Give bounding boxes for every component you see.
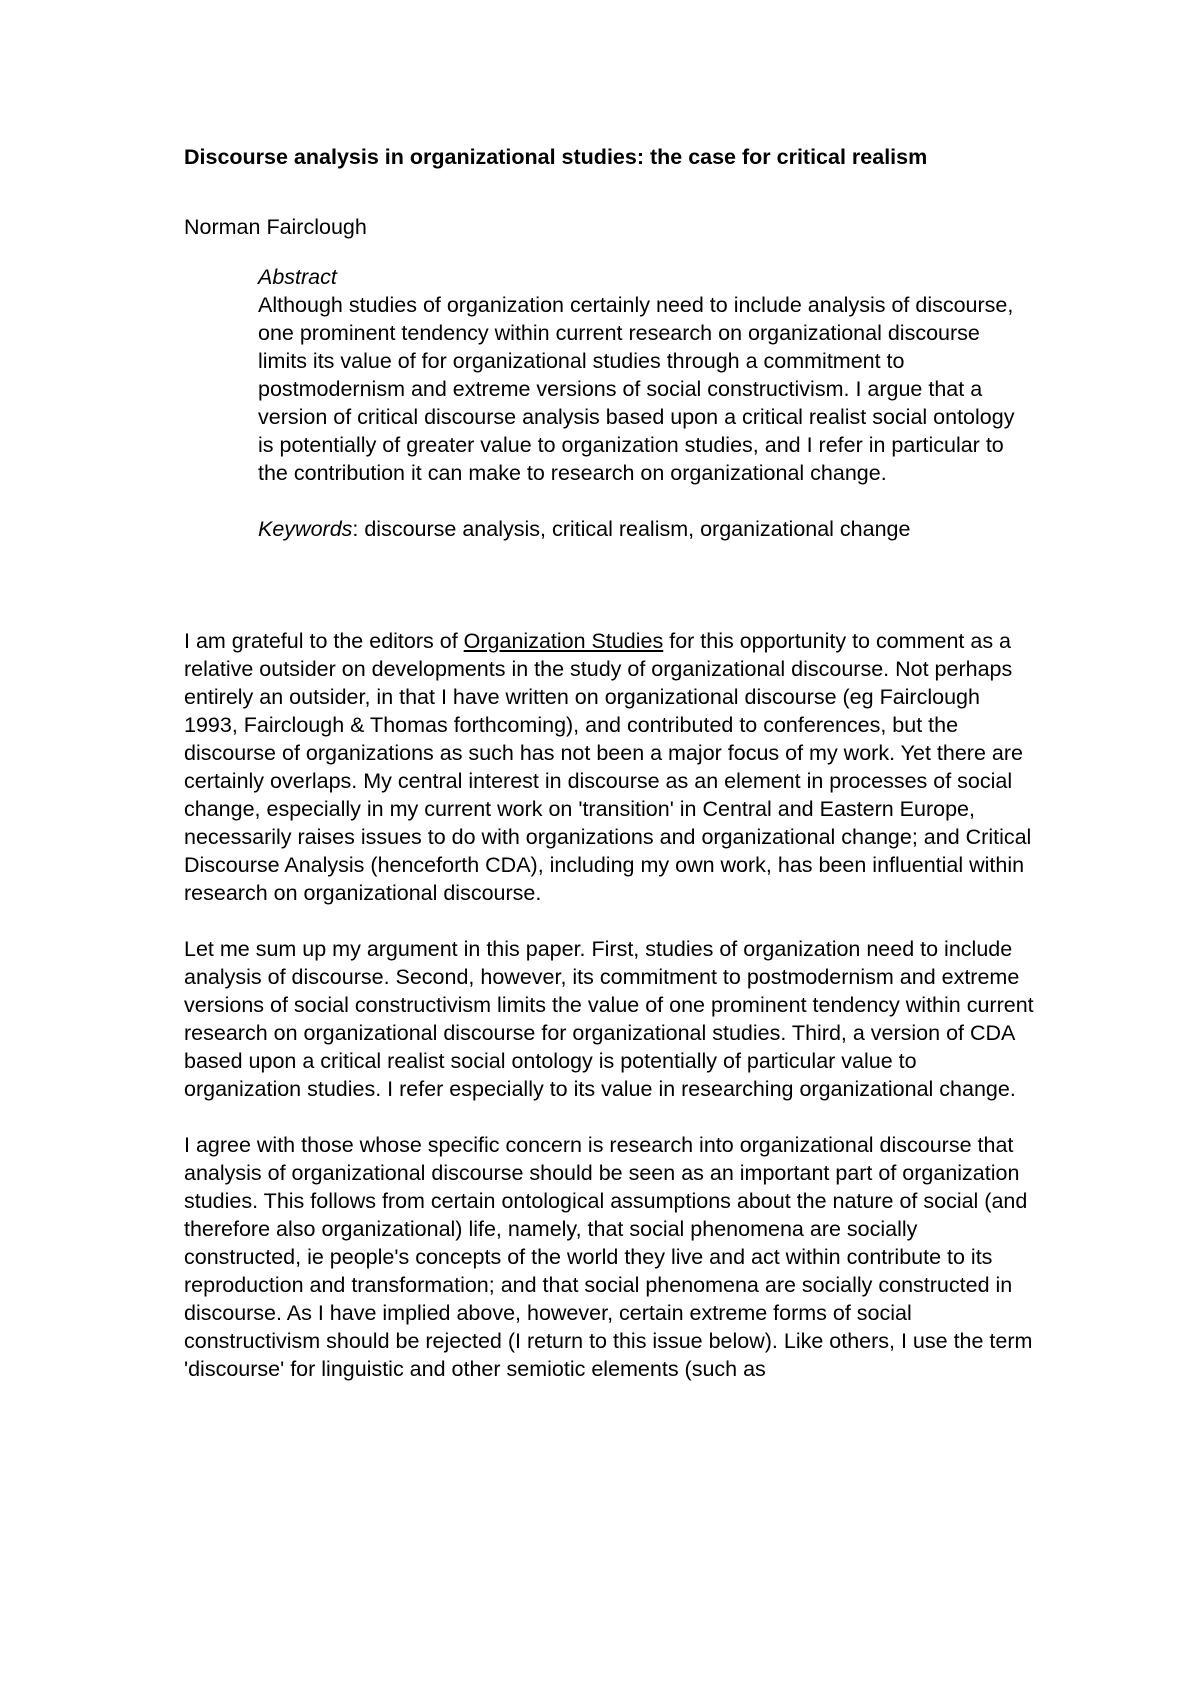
body-paragraph-3: I agree with those whose specific concern is research into organizational discourse that analysis of organizational discourse should be seen as an important part of organization studies. This follows from certain ontological assumptions about the nature of social (and therefore also organizational) life, namely, that social phenomena are socially constructed, ie people's concepts of the world they live and act within contribute to its reproduction and transformation; and that social phenomena are socially constructed in discourse. As I have implied above, however, certain extreme forms of social constructivism should be rejected (I return to this issue below). Like others, I use the term 'discourse' for linguistic and other semiotic elements (such as: [184, 1133, 1033, 1381]
keywords-label: Keywords: [258, 517, 353, 541]
paper-title: Discourse analysis in organizational studies: the case for critical realism: [184, 145, 928, 169]
keywords-text: : discourse analysis, critical realism, organizational change: [352, 517, 911, 541]
abstract-text: Although studies of organization certainly need to include analysis of discourse, one prominent tendency within current research on organizational discourse limits its value of for organizational studies through a commitment to postmodernism and extreme versions of social constructivism. I argue that a version of critical discourse analysis based upon a critical realist social ontology is potentially of greater value to organization studies, and I refer in particular to the contribution it can make to research on organizational change.: [258, 293, 1015, 485]
keywords-line: [258, 515, 1018, 543]
paragraph-1-intro: I am grateful to the editors of: [184, 629, 464, 653]
document-page: [184, 143, 1054, 1383]
abstract-heading: Abstract: [258, 265, 337, 289]
paragraph-1-rest: for this opportunity to comment as a relative outsider on developments in the study of organizational discourse. Not perhaps entirely an outsider, in that I have written on organizational discourse (eg Fairclough 1993, Fairclough & Thomas forthcoming), and contributed to conferences, but the discourse of organizations as such has not been a major focus of my work. Yet there are certainly overlaps. My central interest in discourse as an element in processes of social change, especially in my current work on 'transition' in Central and Eastern Europe, necessarily raises issues to do with organizations and organizational change; and Critical Discourse Analysis (henceforth CDA), including my own work, has been influential within research on organizational discourse.: [184, 629, 1032, 905]
author-name: Norman Fairclough: [184, 215, 367, 239]
body-paragraph-1: [184, 627, 1034, 907]
abstract-section: [258, 263, 1018, 543]
journal-title: Organization Studies: [463, 629, 664, 653]
body-paragraph-2: Let me sum up my argument in this paper. First, studies of organization need to include analysis of discourse. Second, however, its commitment to postmodernism and extreme versions of social constructivism limits the value of one prominent tendency within current research on organizational discourse for organizational studies. Third, a version of CDA based upon a critical realist social ontology is potentially of particular value to organization studies. I refer especially to its value in researching organizational change.: [184, 937, 1034, 1101]
